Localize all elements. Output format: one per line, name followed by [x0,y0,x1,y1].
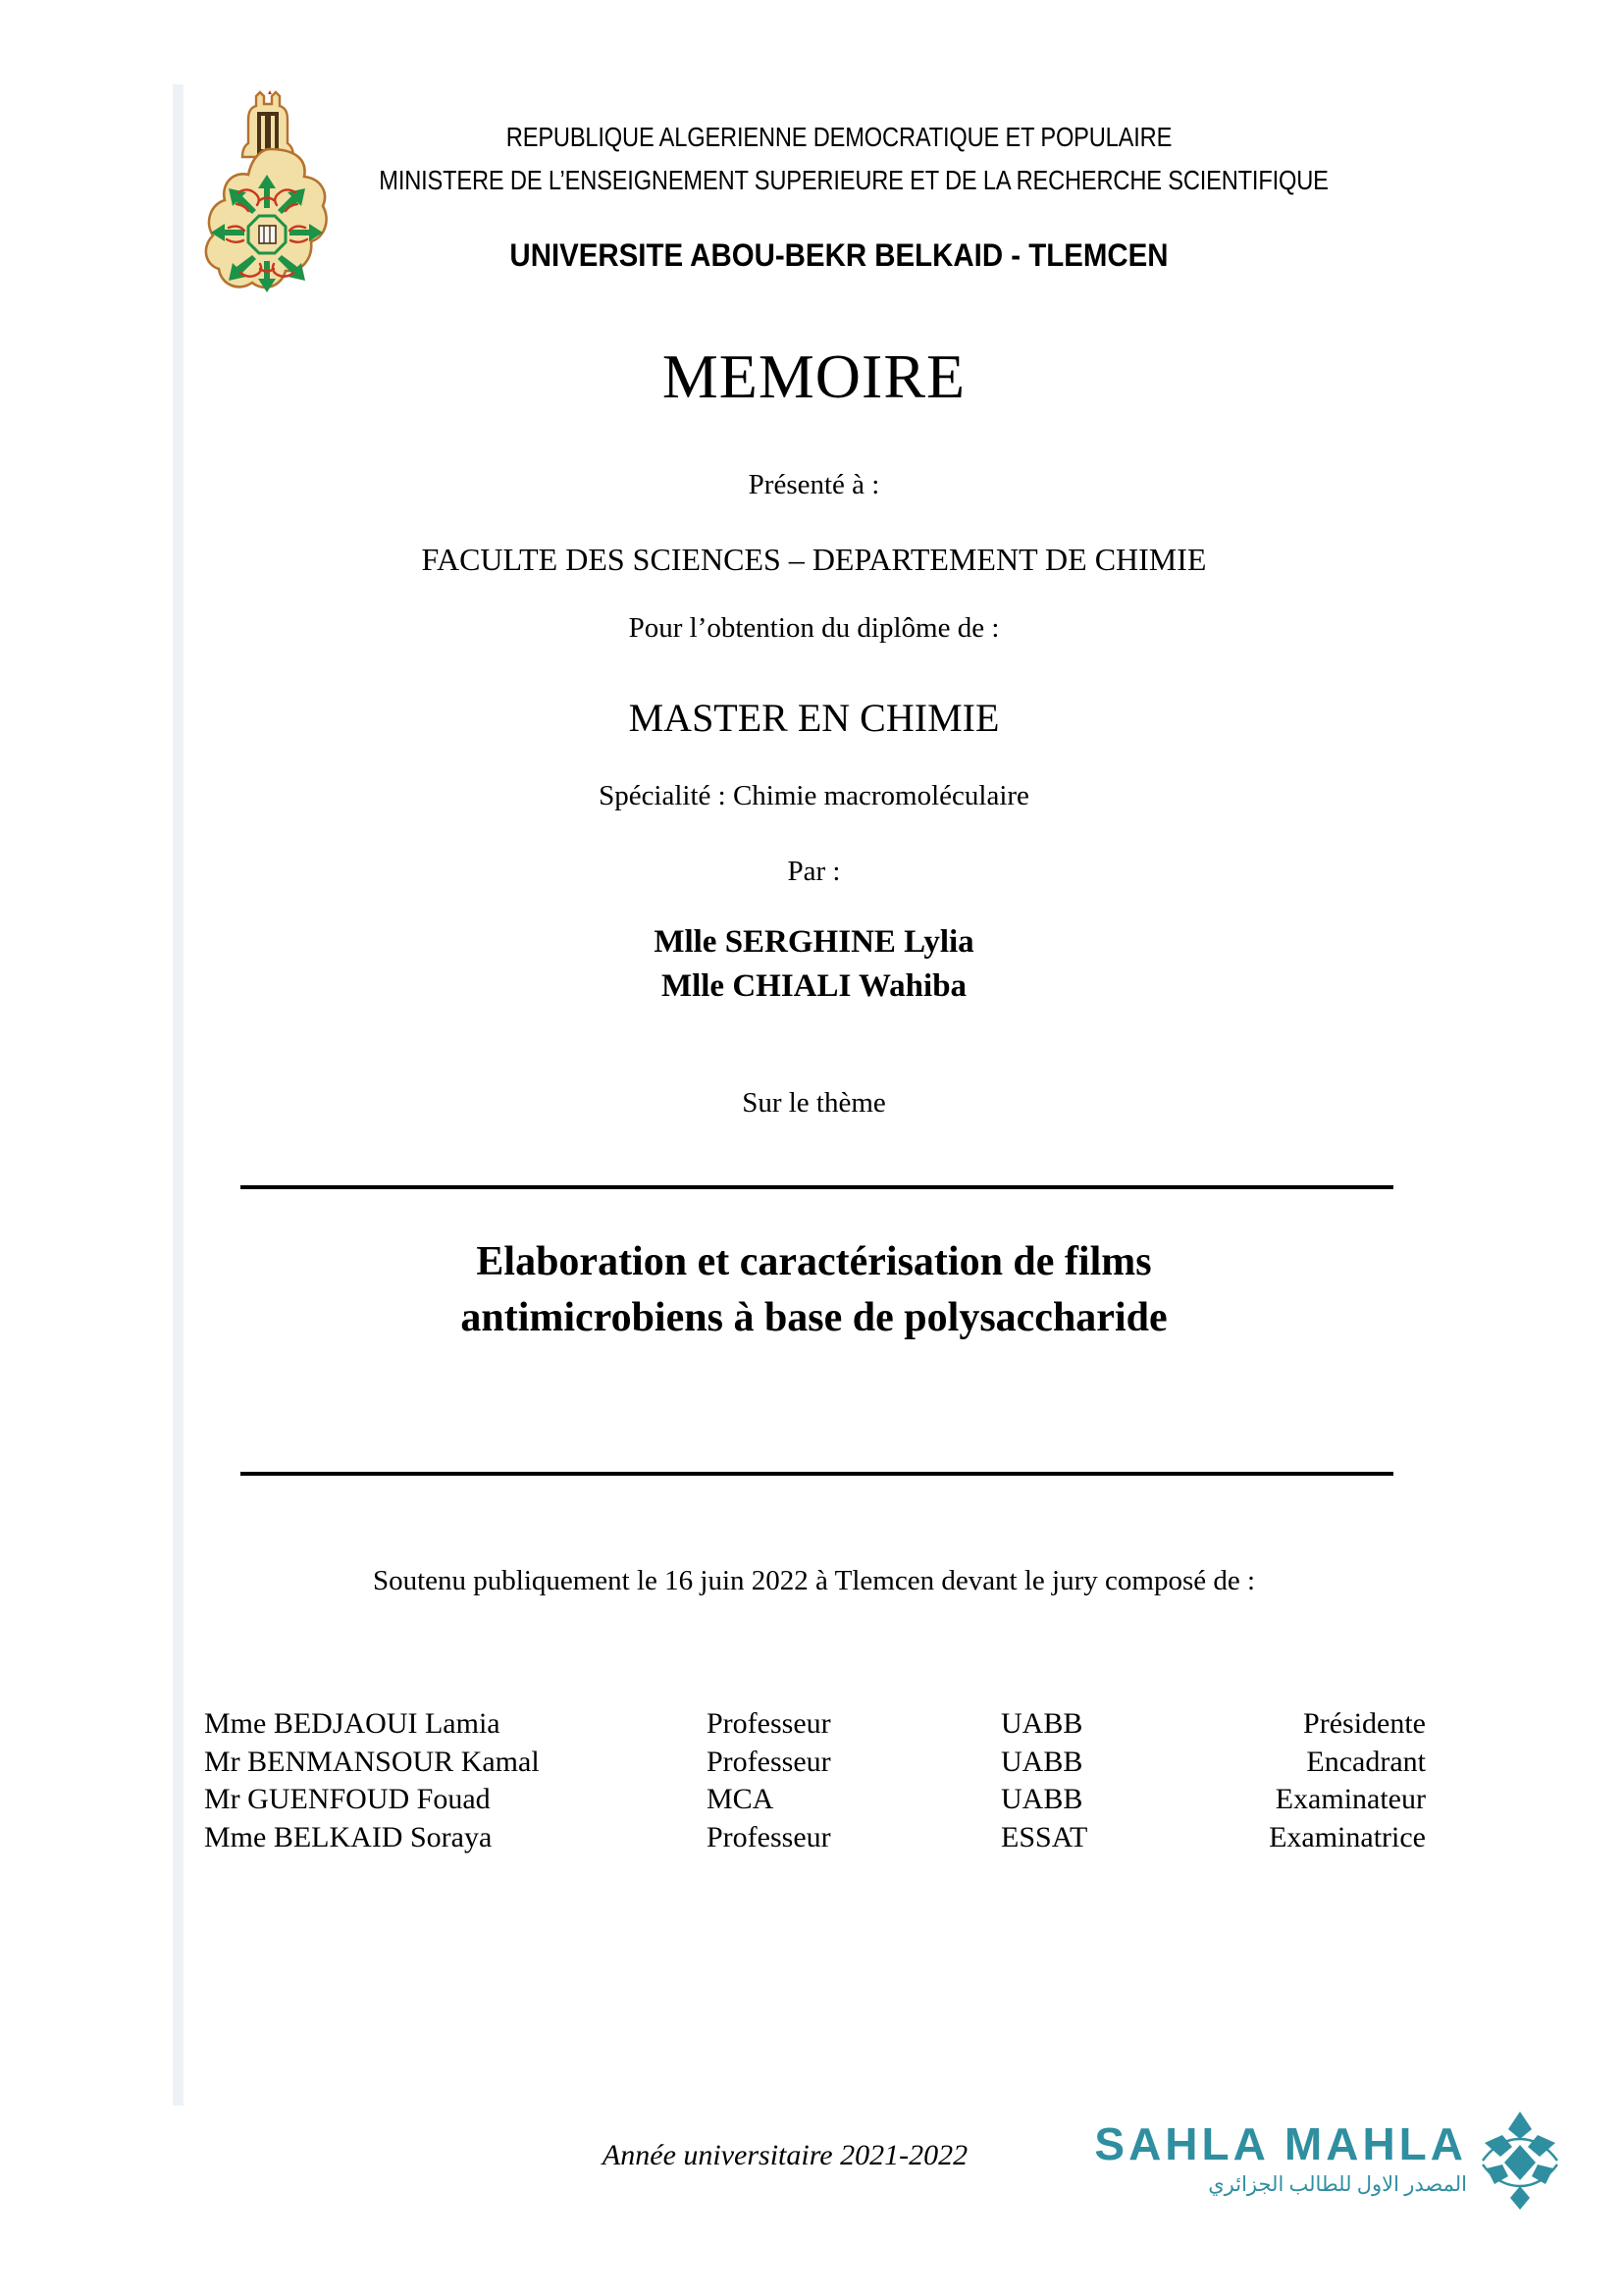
ministry-line: MINISTERE DE L’ENSEIGNEMENT SUPERIEURE ET DE LA RECHERCHE SCIENTIFIQUE [379,165,1329,195]
faculty-department: FACULTE DES SCIENCES – DEPARTEMENT DE CHIMIE [421,542,1207,577]
table-row [204,1705,1426,1744]
jury-member-role: Présidente [1303,1707,1426,1740]
title-rule-bottom [240,1472,1393,1476]
presented-to-label: Présenté à : [748,469,880,500]
author-name: Mlle SERGHINE Lylia [654,924,974,960]
jury-member-grade: Professeur [707,1745,831,1778]
jury-member-grade: Professeur [707,1820,831,1853]
jury-member-role: Examinateur [1275,1783,1426,1815]
academic-year: Année universitaire 2021-2022 [602,2139,969,2171]
header-text-block [304,116,1374,277]
jury-member-institution: UABB [1001,1745,1083,1778]
thesis-title [183,1234,1444,1346]
jury-member-institution: UABB [1001,1783,1083,1815]
theme-label: Sur le thème [742,1087,886,1119]
thesis-title-line: antimicrobiens à base de polysaccharide [460,1295,1168,1340]
defense-statement: Soutenu publiquement le 16 juin 2022 à Tlemcen devant le jury composé de : [372,1565,1256,1596]
table-row [204,1819,1426,1857]
jury-member-institution: ESSAT [1001,1820,1088,1853]
jury-member-name: Mme BELKAID Soraya [204,1820,493,1853]
author-name: Mlle CHIALI Wahiba [660,968,968,1004]
republic-line: REPUBLIQUE ALGERIENNE DEMOCRATIQUE ET POPULAIRE [505,122,1173,152]
by-label: Par : [787,856,841,887]
jury-member-role: Encadrant [1306,1745,1426,1778]
watermark-wordmark: SAHLA MAHLA [1094,2118,1467,2169]
degree-name: MASTER EN CHIMIE [628,696,1000,740]
watermark-tagline: المصدر الاول للطالب الجزائري [1208,2172,1467,2196]
title-rule-top [240,1185,1393,1189]
jury-member-name: Mme BEDJAOUI Lamia [204,1707,500,1740]
jury-table [204,1705,1426,1856]
document-type-title: MEMOIRE [661,341,967,411]
jury-member-role: Examinatrice [1269,1820,1426,1853]
table-row [204,1744,1426,1782]
jury-member-name: Mr BENMANSOUR Kamal [204,1745,540,1778]
page-header [0,0,1624,324]
jury-member-grade: MCA [707,1783,774,1815]
for-degree-label: Pour l’obtention du diplôme de : [628,612,1000,644]
table-row [204,1781,1426,1819]
speciality-line: Spécialité : Chimie macromoléculaire [599,780,1029,811]
jury-member-name: Mr GUENFOUD Fouad [204,1783,491,1815]
jury-member-grade: Professeur [707,1707,831,1740]
thesis-title-line: Elaboration et caractérisation de films [476,1239,1152,1284]
left-margin-rule [173,84,183,2106]
author-list [183,920,1444,1009]
sahla-mahla-logo-icon [1475,2110,1565,2212]
university-name: UNIVERSITE ABOU-BEKR BELKAID - TLEMCEN [509,237,1169,273]
sahla-mahla-watermark [1084,2108,1575,2235]
jury-member-institution: UABB [1001,1707,1083,1740]
